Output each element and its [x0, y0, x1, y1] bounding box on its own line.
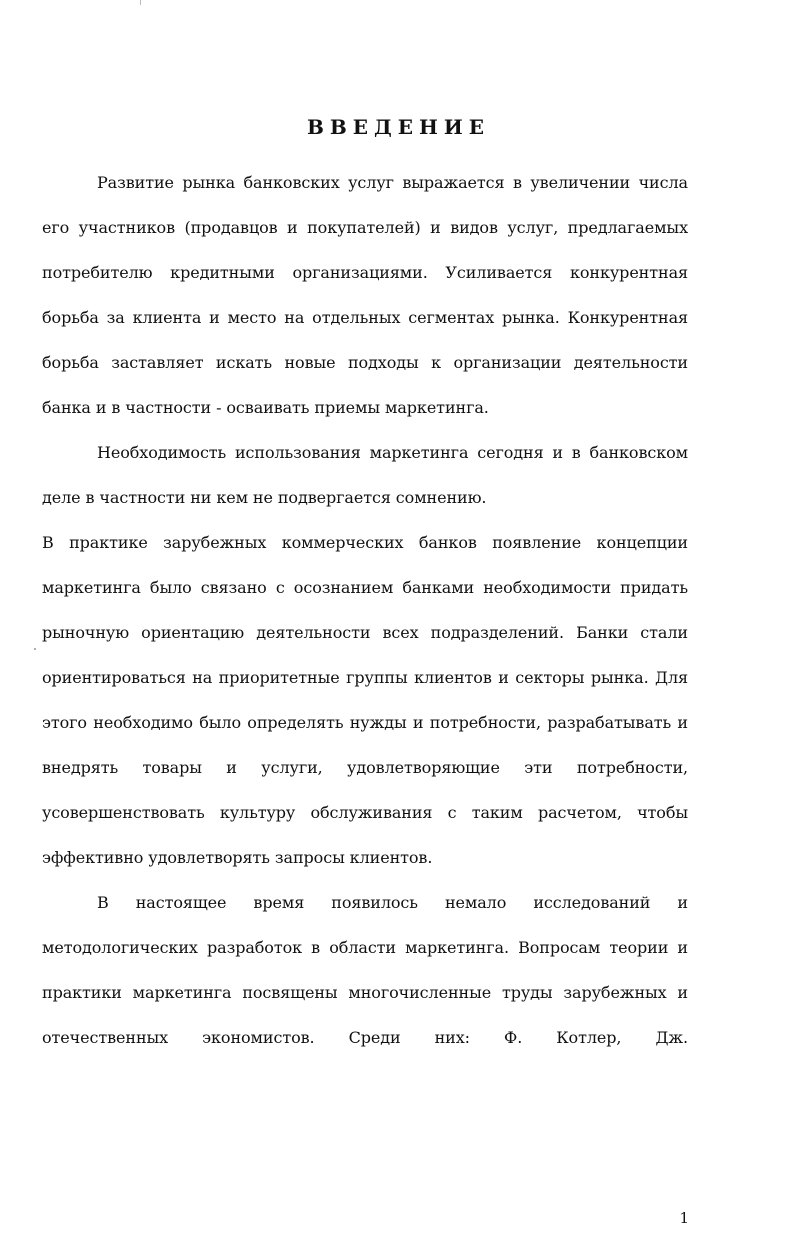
- paragraph-3: В практике зарубежных коммерческих банков появление концепции маркетинга было связано с осознанием банками необходимости придать рыночную ориентацию деятельности всех подразделений. Банки стали ориентироваться на приоритетные группы клиентов и секторы рынка. Для этого необходимо было определять нужды и потребности, разрабатывать и внедрять товары и услуги, удовлетворяющие эти потребности, усовершенствовать культуру обслуживания с таким расчетом, чтобы эффективно удовлетворять запросы клиентов.: [42, 533, 688, 867]
- body-text: [42, 160, 688, 1060]
- page-title: ВВЕДЕНИЕ: [306, 115, 491, 140]
- scan-artifact: [34, 648, 36, 650]
- paragraph-1: Развитие рынка банковских услуг выражается в увеличении числа его участников (продавцов и покупателей) и видов услуг, предлагаемых потребителю кредитными организациями. Усиливается конкурентная борьба за клиента и место на отдельных сегментах рынка. Конкурентная борьба заставляет искать новые подходы к организации деятельности банка и в частности - осваивать приемы маркетинга.: [42, 173, 688, 417]
- scan-artifact: [140, 0, 141, 5]
- page-number: 1: [679, 1209, 689, 1227]
- paragraph-4: В настоящее время появилось немало исследований и методологических разработок в области маркетинга. Вопросам теории и практики маркетинга посвящены многочисленные труды зарубежных и отечественных экономистов. Среди них: Ф. Котлер, Дж.: [42, 893, 688, 1047]
- paragraph-2: Необходимость использования маркетинга сегодня и в банковском деле в частности ни кем не подвергается сомнению.: [42, 443, 688, 507]
